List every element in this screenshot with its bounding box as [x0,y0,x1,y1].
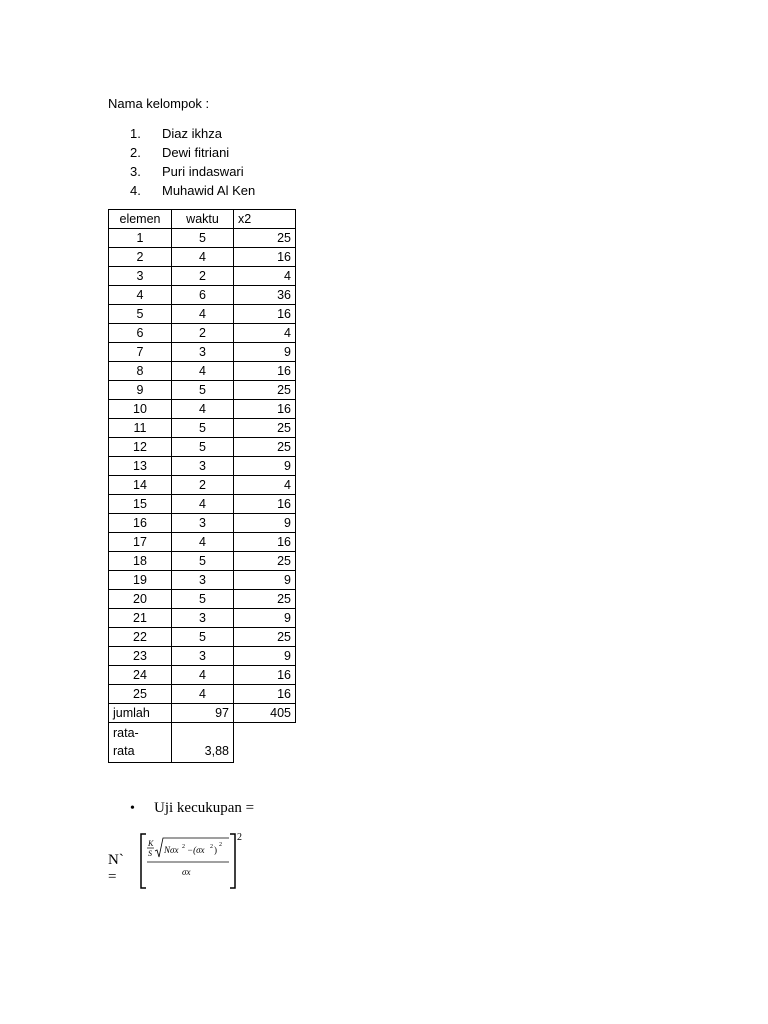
table-row [109,381,296,400]
list-item [108,124,255,143]
formula-n-sigma: Nσx [164,845,179,855]
cell-elemen: 10 [109,400,172,419]
member-number: 2. [130,145,141,160]
table-row [109,533,296,552]
cell-x2: 25 [234,628,296,647]
table-header-row [109,210,296,229]
cell-elemen: 12 [109,438,172,457]
cell-waktu: 3 [172,457,234,476]
cell-waktu: 4 [172,305,234,324]
table-row [109,514,296,533]
cell-x2: 25 [234,419,296,438]
table-row [109,362,296,381]
header-elemen: elemen [109,210,172,229]
table-row [109,495,296,514]
table-row [109,552,296,571]
cell-elemen: 20 [109,590,172,609]
cell-x2: 25 [234,381,296,400]
cell-x2: 25 [234,590,296,609]
sum-waktu: 97 [172,704,234,723]
cell-waktu: 4 [172,533,234,552]
cell-elemen: 6 [109,324,172,343]
formula-s: S [148,849,152,858]
header-waktu: waktu [172,210,234,229]
cell-waktu: 5 [172,381,234,400]
cell-x2: 25 [234,438,296,457]
average-row [109,723,296,763]
sum-x2: 405 [234,704,296,723]
cell-waktu: 5 [172,552,234,571]
cell-elemen: 15 [109,495,172,514]
average-waktu: 3,88 [172,723,234,763]
cell-x2: 9 [234,514,296,533]
cell-x2: 16 [234,362,296,381]
formula-sq-3: 2 [219,842,222,848]
average-label-line-1: rata- [113,726,139,740]
cell-elemen: 1 [109,229,172,248]
table-row [109,419,296,438]
cell-elemen: 16 [109,514,172,533]
table-row [109,590,296,609]
cell-elemen: 25 [109,685,172,704]
table-row [109,438,296,457]
cell-x2: 9 [234,457,296,476]
member-number: 4. [130,183,141,198]
average-label [109,723,172,763]
cell-waktu: 3 [172,514,234,533]
formula-minus: −(σx [187,845,205,855]
table-row [109,324,296,343]
cell-x2: 16 [234,248,296,267]
right-bracket [230,834,235,888]
data-table [108,209,296,763]
sum-label: jumlah [109,704,172,723]
cell-waktu: 3 [172,343,234,362]
cell-elemen: 8 [109,362,172,381]
cell-waktu: 5 [172,628,234,647]
member-name: Puri indaswari [162,164,244,179]
cell-elemen: 22 [109,628,172,647]
table-row [109,343,296,362]
header-x2: x2 [234,210,296,229]
member-list [108,124,255,200]
cell-waktu: 3 [172,647,234,666]
table-row [109,609,296,628]
cell-elemen: 24 [109,666,172,685]
cell-waktu: 2 [172,267,234,286]
cell-elemen: 5 [109,305,172,324]
cell-waktu: 2 [172,476,234,495]
cell-waktu: 4 [172,400,234,419]
cell-elemen: 4 [109,286,172,305]
page-title: Nama kelompok : [108,96,210,111]
cell-waktu: 4 [172,495,234,514]
table-row [109,400,296,419]
formula-graphic [138,832,358,892]
cell-elemen: 18 [109,552,172,571]
formula-k: K [148,839,154,848]
formula-sq-2: 2 [210,844,213,850]
table-row [109,628,296,647]
table-row [109,248,296,267]
cell-elemen: 21 [109,609,172,628]
average-label-line-2: rata [113,744,135,758]
cell-waktu: 4 [172,362,234,381]
list-item [108,181,255,200]
cell-x2: 4 [234,324,296,343]
uji-kecukupan-text: Uji kecukupan = [154,800,255,816]
cell-waktu: 3 [172,571,234,590]
formula-sq-1: 2 [182,844,185,850]
cell-x2: 16 [234,685,296,704]
cell-x2: 16 [234,533,296,552]
cell-waktu: 4 [172,685,234,704]
cell-x2: 25 [234,552,296,571]
cell-waktu: 5 [172,229,234,248]
cell-waktu: 3 [172,609,234,628]
cell-waktu: 4 [172,666,234,685]
formula-outer-exp: 2 [237,832,242,843]
cell-x2: 9 [234,647,296,666]
cell-x2: 16 [234,400,296,419]
member-name: Diaz ikhza [162,126,222,141]
cell-x2: 4 [234,476,296,495]
table-row [109,286,296,305]
member-number: 1. [130,126,141,141]
average-empty [234,723,296,763]
table-row [109,229,296,248]
cell-elemen: 23 [109,647,172,666]
sum-row [109,704,296,723]
formula-close-paren: ) [214,845,217,855]
cell-x2: 16 [234,666,296,685]
member-name: Dewi fitriani [162,145,230,160]
cell-waktu: 5 [172,590,234,609]
table-row [109,571,296,590]
cell-waktu: 2 [172,324,234,343]
cell-x2: 25 [234,229,296,248]
cell-x2: 36 [234,286,296,305]
cell-x2: 9 [234,343,296,362]
table-row [109,305,296,324]
table-row [109,476,296,495]
formula-lhs: N` = [108,852,124,885]
cell-x2: 4 [234,267,296,286]
cell-x2: 16 [234,305,296,324]
cell-elemen: 7 [109,343,172,362]
cell-elemen: 2 [109,248,172,267]
left-bracket [141,834,146,888]
cell-elemen: 3 [109,267,172,286]
table-row [109,647,296,666]
cell-x2: 9 [234,571,296,590]
cell-waktu: 5 [172,419,234,438]
list-item [108,143,255,162]
list-item [108,162,255,181]
table-row [109,666,296,685]
uji-kecukupan-line [130,800,254,817]
cell-elemen: 11 [109,419,172,438]
cell-elemen: 19 [109,571,172,590]
table-row [109,685,296,704]
cell-elemen: 14 [109,476,172,495]
table-row [109,267,296,286]
cell-x2: 16 [234,495,296,514]
cell-elemen: 9 [109,381,172,400]
cell-elemen: 17 [109,533,172,552]
cell-waktu: 4 [172,248,234,267]
cell-elemen: 13 [109,457,172,476]
cell-waktu: 5 [172,438,234,457]
table-row [109,457,296,476]
cell-waktu: 6 [172,286,234,305]
formula-denominator: σx [182,867,191,877]
member-number: 3. [130,164,141,179]
cell-x2: 9 [234,609,296,628]
bullet-icon: • [130,800,135,816]
member-name: Muhawid Al Ken [162,183,256,198]
